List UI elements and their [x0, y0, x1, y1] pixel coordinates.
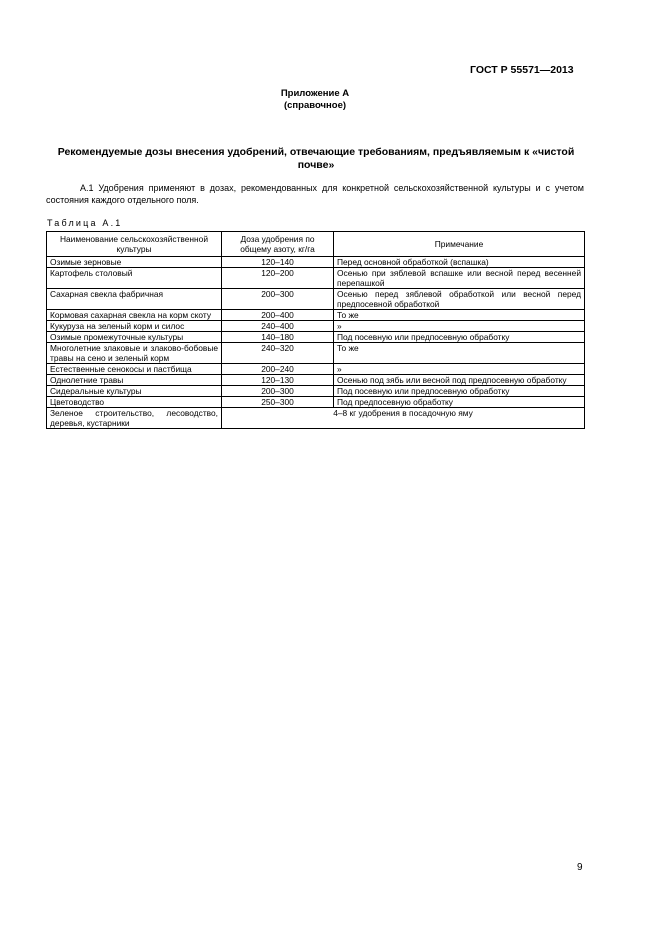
merged-dose-note-cell: 4–8 кг удобрения в посадочную яму	[222, 408, 585, 429]
intro-paragraph: А.1 Удобрения применяют в дозах, рекомендованных для конкретной сельскохозяйственной культуры и с учетом состояния каждого отдельного поля.	[46, 183, 584, 205]
note-cell: Осенью под зябь или весной под предпосевную обработку	[334, 375, 585, 386]
dose-cell: 140–180	[222, 332, 334, 343]
note-cell: »	[334, 364, 585, 375]
table-row	[47, 332, 585, 343]
section-heading: Рекомендуемые дозы внесения удобрений, отвечающие требованиям, предъявляемым к «чистой почве»	[57, 146, 575, 171]
table-row	[47, 321, 585, 332]
table-row	[47, 397, 585, 408]
crop-cell: Сидеральные культуры	[47, 386, 222, 397]
crop-cell: Картофель столовый	[47, 268, 222, 289]
dose-cell: 120–130	[222, 375, 334, 386]
header-crop: Наименование сельскохозяйственной культуры	[47, 232, 222, 257]
table-row	[47, 375, 585, 386]
dose-cell: 120–140	[222, 257, 334, 268]
note-cell: То же	[334, 343, 585, 364]
crop-cell: Сахарная свекла фабричная	[47, 289, 222, 310]
note-cell: Осенью перед зяблевой обработкой или весной перед предпосевной обработкой	[334, 289, 585, 310]
crop-cell: Цветоводство	[47, 397, 222, 408]
note-cell: Осенью при зяблевой вспашке или весной перед весенней перепашкой	[334, 268, 585, 289]
note-cell: »	[334, 321, 585, 332]
table-row	[47, 310, 585, 321]
crop-cell: Кукуруза на зеленый корм и силос	[47, 321, 222, 332]
crop-cell: Однолетние травы	[47, 375, 222, 386]
standard-number: ГОСТ Р 55571—2013	[470, 64, 574, 76]
appendix-type: (справочное)	[283, 100, 347, 111]
crop-cell: Многолетние злаковые и злаково-бобовые травы на сено и зеленый корм	[47, 343, 222, 364]
dose-cell: 200–400	[222, 310, 334, 321]
dose-cell: 200–240	[222, 364, 334, 375]
appendix-title: Приложение А	[280, 88, 350, 99]
crop-cell: Озимые промежуточные культуры	[47, 332, 222, 343]
dose-cell: 200–300	[222, 386, 334, 397]
table-caption: Таблица А.1	[47, 218, 123, 228]
note-cell: Под предпосевную обработку	[334, 397, 585, 408]
crop-cell: Зеленое строительство, лесоводство, деревья, кустарники	[47, 408, 222, 429]
table-row	[47, 408, 585, 429]
note-cell: То же	[334, 310, 585, 321]
fertilizer-dose-table	[46, 231, 585, 429]
table-row	[47, 268, 585, 289]
crop-cell: Озимые зерновые	[47, 257, 222, 268]
dose-cell: 240–320	[222, 343, 334, 364]
crop-cell: Кормовая сахарная свекла на корм скоту	[47, 310, 222, 321]
table-row	[47, 364, 585, 375]
page-number: 9	[577, 862, 583, 873]
table-row	[47, 386, 585, 397]
crop-cell: Естественные сенокосы и пастбища	[47, 364, 222, 375]
dose-cell: 200–300	[222, 289, 334, 310]
note-cell: Под посевную или предпосевную обработку	[334, 332, 585, 343]
header-note: Примечание	[334, 232, 585, 257]
dose-cell: 240–400	[222, 321, 334, 332]
dose-cell: 120–200	[222, 268, 334, 289]
table-row	[47, 343, 585, 364]
header-dose: Доза удобрения по общему азоту, кг/га	[222, 232, 334, 257]
note-cell: Перед основной обработкой (вспашка)	[334, 257, 585, 268]
table-row	[47, 257, 585, 268]
dose-cell: 250–300	[222, 397, 334, 408]
table-row	[47, 289, 585, 310]
note-cell: Под посевную или предпосевную обработку	[334, 386, 585, 397]
table-header-row	[47, 232, 585, 257]
